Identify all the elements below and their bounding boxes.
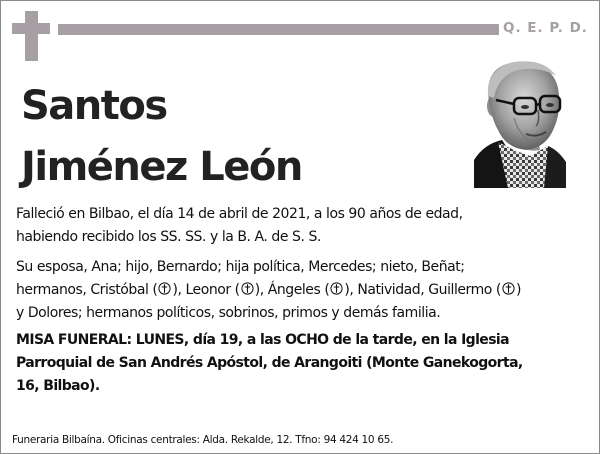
funeral-mass-paragraph <box>16 329 591 398</box>
family-text: hermanos, Cristóbal ( <box>16 282 158 298</box>
death-notice-paragraph <box>16 203 591 249</box>
family-line-siblings <box>16 279 591 302</box>
deceased-cross-icon <box>330 281 343 296</box>
family-line: Su esposa, Ana; hijo, Bernardo; hija política, Mercedes; nieto, Beñat; <box>16 259 465 275</box>
family-text: ), Natividad, Guillermo ( <box>344 282 501 298</box>
latin-cross-icon <box>25 11 38 61</box>
latin-cross-icon-arm <box>12 23 50 34</box>
funeral-home-footer: Funeraria Bilbaína. Oficinas centrales: Alda. Rekalde, 12. Tfno: 94 424 10 65. <box>12 434 394 446</box>
family-text: ) <box>515 282 521 298</box>
family-text: ), Leonor ( <box>172 282 240 298</box>
family-paragraph <box>16 256 591 325</box>
mass-line: Parroquial de San Andrés Apóstol, de Arangoiti (Monte Ganekogorta, <box>16 355 523 371</box>
header-rule <box>58 24 499 35</box>
qepd-label: Q. E. P. D. <box>503 20 588 36</box>
deceased-cross-icon <box>241 281 254 296</box>
deceased-cross-icon <box>158 281 171 296</box>
portrait-photo <box>474 58 566 188</box>
mass-line: 16, Bilbao). <box>16 378 100 394</box>
deceased-surnames: Jiménez León <box>21 144 302 190</box>
mass-line: MISA FUNERAL: LUNES, día 19, a las OCHO de la tarde, en la Iglesia <box>16 332 509 348</box>
notice-line: habiendo recibido los SS. SS. y la B. A. de S. S. <box>16 229 321 245</box>
family-line: y Dolores; hermanos políticos, sobrinos, primos y demás familia. <box>16 305 441 321</box>
family-text: ), Ángeles ( <box>254 282 330 298</box>
notice-line: Falleció en Bilbao, el día 14 de abril de 2021, a los 90 años de edad, <box>16 206 463 222</box>
deceased-first-name: Santos <box>21 83 167 129</box>
deceased-cross-icon <box>502 281 515 296</box>
